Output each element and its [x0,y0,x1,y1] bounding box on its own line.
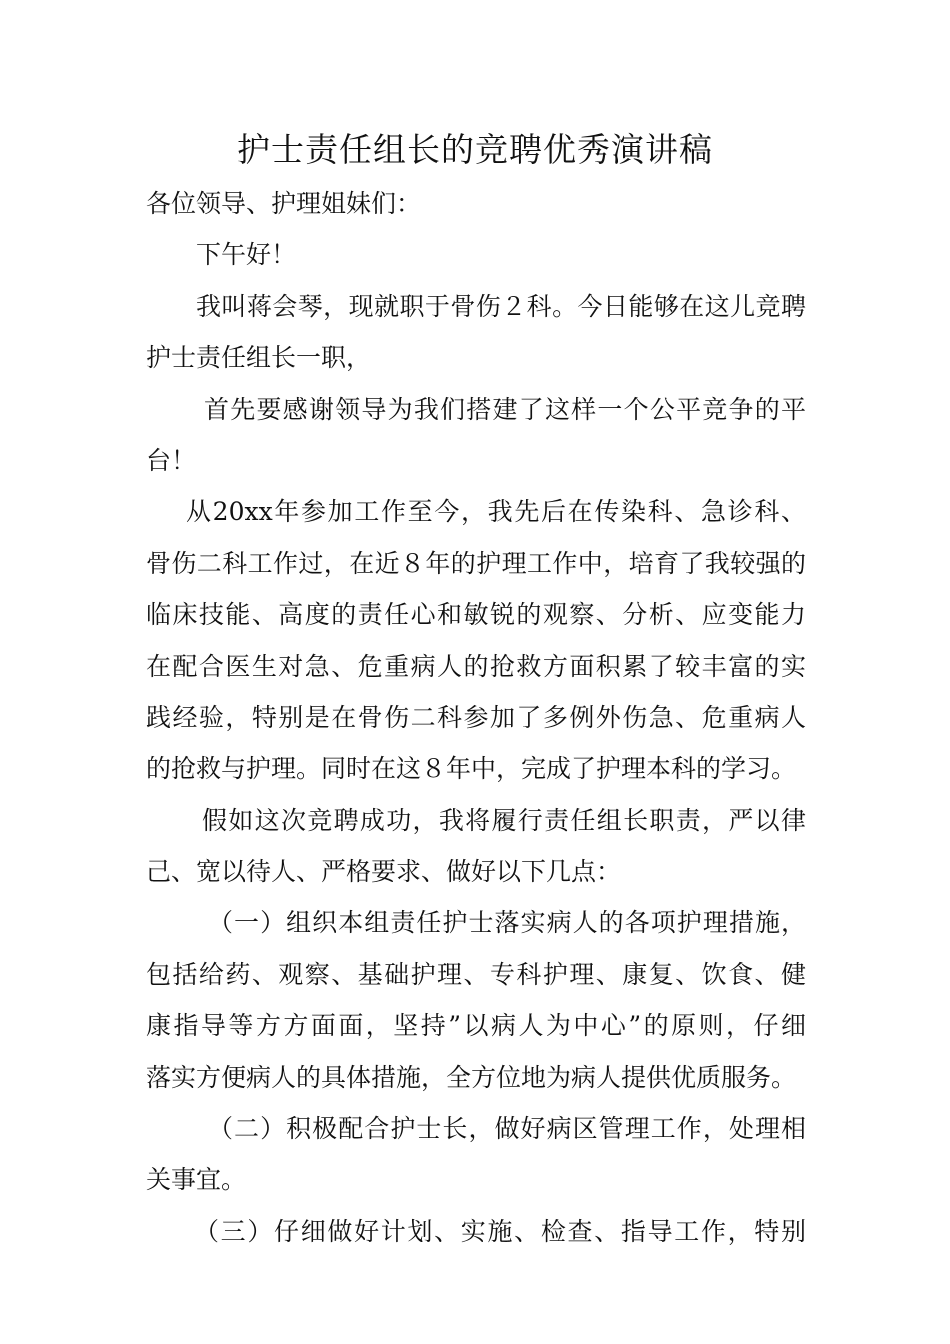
paragraph-line: 践经验，特别是在骨伤二科参加了多例外伤急、危重病人 [146,702,806,732]
paragraph-line: （三）仔细做好计划、实施、检查、指导工作，特别 [194,1216,806,1246]
paragraph-line: 在配合医生对急、危重病人的抢救方面积累了较丰富的实 [146,651,806,681]
paragraph-line: 护士责任组长一职， [146,343,372,373]
paragraph-line: 我叫蒋会琴，现就职于骨伤２科。今日能够在这儿竞聘 [196,291,806,321]
document-body [146,178,806,1257]
paragraph-line: 包括给药、观察、基础护理、专科护理、康复、饮食、健 [146,959,806,989]
paragraph-line: 关事宜。 [146,1165,247,1195]
paragraph-line: 首先要感谢领导为我们搭建了这样一个公平竞争的平 [204,394,806,424]
paragraph-line: 台！ [146,445,197,475]
document-title: 护士责任组长的竞聘优秀演讲稿 [237,130,713,169]
paragraph-line: 假如这次竞聘成功，我将履行责任组长职责，严以律 [202,805,806,835]
salutation-line: 各位领导、护理姐妹们： [146,189,422,218]
paragraph-line: 临床技能、高度的责任心和敏锐的观察、分析、应变能力 [146,600,806,630]
paragraph-line: （一）组织本组责任护士落实病人的各项护理措施， [208,908,806,938]
paragraph-line: 的抢救与护理。同时在这８年中，完成了护理本科的学习。 [146,754,797,784]
greeting-line: 下午好！ [196,240,297,270]
paragraph-line: 落实方便病人的具体措施，全方位地为病人提供优质服务。 [146,1062,797,1092]
paragraph-line: 康指导等方方面面，坚持”以病人为中心”的原则，仔细 [146,1011,806,1041]
paragraph-line: 骨伤二科工作过，在近８年的护理工作中，培育了我较强的 [146,548,806,578]
paragraph-line: （二）积极配合护士长，做好病区管理工作，处理相 [208,1114,806,1144]
paragraph-line: 己、宽以待人、严格要求、做好以下几点： [146,857,622,887]
paragraph-line: 从20xx年参加工作至今，我先后在传染科、急诊科、 [186,497,806,527]
